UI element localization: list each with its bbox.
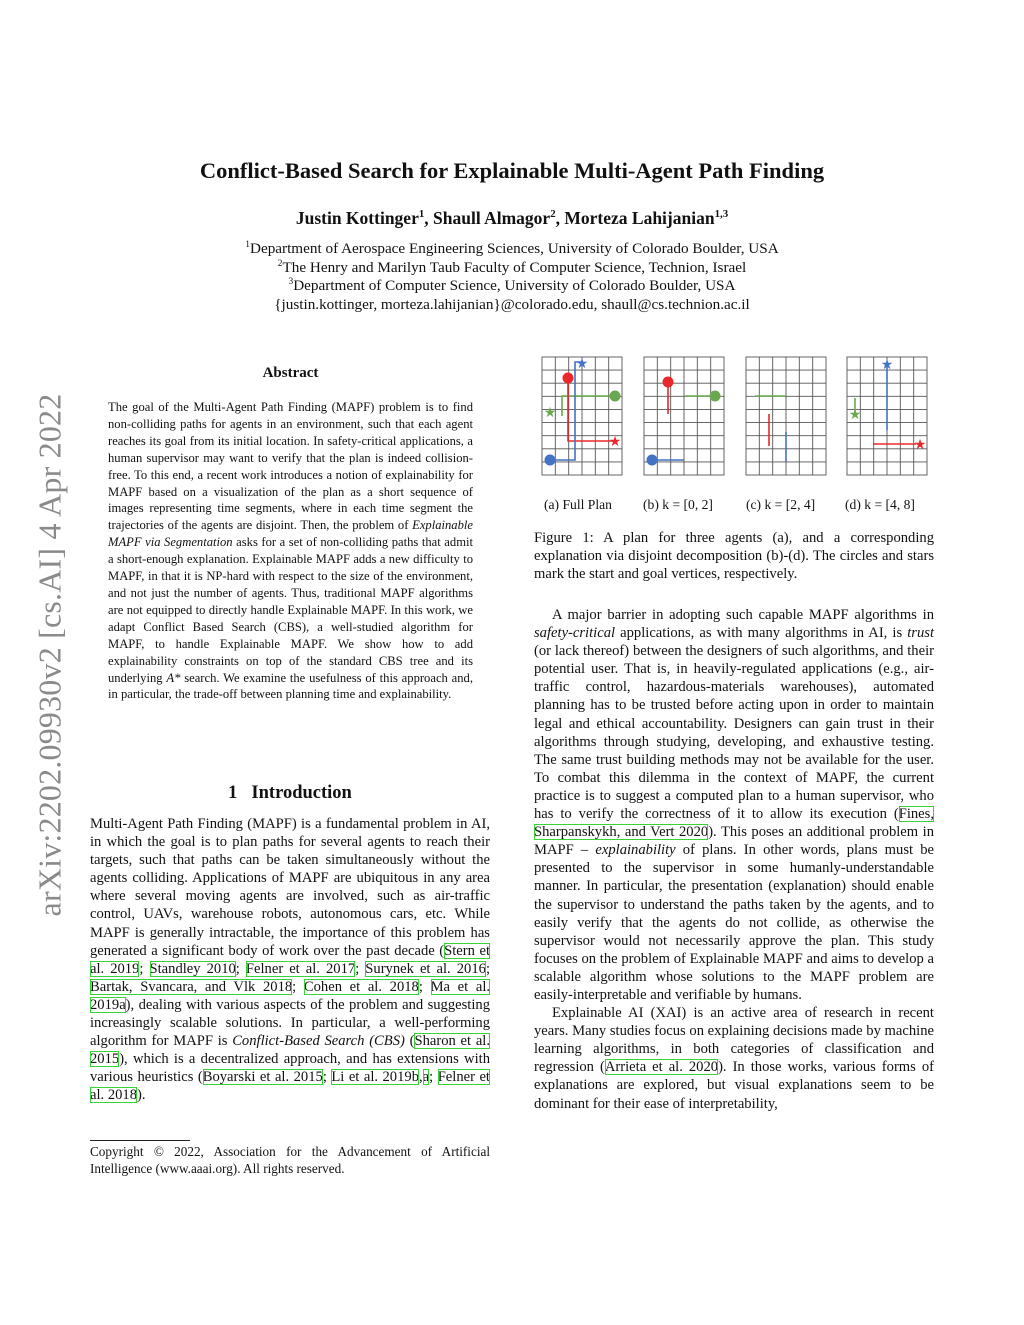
author-1: Justin Kottinger xyxy=(295,208,419,228)
citation-link[interactable]: a xyxy=(422,1069,430,1086)
figure-panel-a xyxy=(541,356,641,476)
blue-goal-star: ★ xyxy=(575,356,589,372)
green-agent-path xyxy=(562,396,615,416)
citation-link[interactable]: Bartak, Svancara, and Vlk 2018 xyxy=(90,978,293,995)
red-goal-star: ★ xyxy=(608,434,622,450)
citation-link[interactable]: Boyarski et al. 2015 xyxy=(202,1069,323,1086)
blue-goal-star: ★ xyxy=(880,357,894,373)
figure-panel-d xyxy=(846,356,946,476)
author-emails: {justin.kottinger, morteza.lahijanian}@colorado.edu, shaull@cs.technion.ac.il xyxy=(274,295,750,313)
abstract-heading: Abstract xyxy=(262,365,319,381)
blue-start-circle xyxy=(647,455,658,466)
red-start-circle xyxy=(563,373,574,384)
red-goal-star: ★ xyxy=(913,437,927,453)
copyright-footnote: Copyright © 2022, Association for the Advancement of Artificial Intelligence (www.aaai.org). All rights reserved. xyxy=(90,1144,490,1176)
green-goal-star: ★ xyxy=(848,407,862,423)
citation-link[interactable]: Felner et al. 2017 xyxy=(245,960,356,977)
citation-link[interactable]: Stern et al. 2019 xyxy=(90,942,490,977)
affiliation-3: $^3$Department of Computer Science, University of Colorado Boulder, USA xyxy=(288,276,736,294)
citation-link[interactable]: Ma et al. 2019a xyxy=(90,978,491,1013)
arxiv-stamp: arXiv:2202.09930v2 [cs.AI] 4 Apr 2022 xyxy=(31,393,68,917)
right-column-body xyxy=(534,606,934,1113)
paper-title: Conflict-Based Search for Explainable Multi-Agent Path Finding xyxy=(199,158,825,183)
green-start-circle xyxy=(710,391,721,402)
citation-link[interactable]: Sharon et al. 2015 xyxy=(90,1033,490,1068)
author-2: Shaull Almagor xyxy=(433,208,551,228)
figure-panel-b xyxy=(643,356,743,476)
citation-link[interactable]: Li et al. 2019b xyxy=(331,1069,419,1086)
citation-link[interactable]: Arrieta et al. 2020 xyxy=(604,1059,719,1076)
citation-link[interactable]: Standley 2010 xyxy=(149,960,236,977)
citation-link[interactable]: Surynek et al. 2016 xyxy=(365,960,486,977)
introduction-body: Multi-Agent Path Finding (MAPF) is a fundamental problem in AI, in which the goal is to plan paths for several agents to reach their targets, such that paths can be taken simultaneously without the agents colliding. Applications of MAPF are ubiquitous in any area where several moving agents are involved, such as air-traffic control, UAVs, warehouse robots, autonomous cars, etc. While MAPF is generally intractable, the importance of this problem has generated a significant body of work over the past decade (Stern et al. 2019; Standley 2010; Felner et al. 2017; Surynek et al. 2016; Bartak, Svancara, and Vlk 2018; Cohen et al. 2018; Ma et al. 2019a), dealing with various aspects of the problem and suggesting increasingly scalable solutions. In particular, a well-performing algorithm for MAPF is Conflict-Based Search (CBS) (Sharon et al. 2015), which is a decentralized approach, and has extensions with various heuristics (Boyarski et al. 2015; Li et al. 2019b,a; Felner et al. 2018). xyxy=(90,816,491,1104)
citation-link[interactable]: Felner et al. 2018 xyxy=(90,1069,490,1104)
author-list: Justin Kottinger$^1$, Shaull Almagor$^2$, Morteza Lahijanian$^{1,3}$ xyxy=(295,208,729,228)
paragraph: A major barrier in adopting such capable MAPF algorithms in safety-critical applications, as with many algorithms in AI, is trust (or lack thereof) between the designers of such algorithms, and their potential user. That is, in heavily-regulated applications (e.g., air-traffic control, hazardous-materials warehouses), automated planning has to be trusted before acting upon in order to maintain legal and ethical accountability. Designers can gain trust in their algorithms through studying, developing, and exhaustive testing. The same trust building methods may not be available for the user. To combat this dilemma in the context of MAPF, the current practice is to suggest a computed plan to a human supervisor, who has to verify the correctness of it to allow its execution (Fines, Sharpanskykh, and Vert 2020). This poses an additional problem in MAPF – explainability of plans. In other words, plans must be presented to the supervisor in some humanly-understandable manner. In particular, the presentation (explanation) should enable the supervisor to understand the paths taken by the agents, and to easily verify that the agents do not collide, as otherwise the supervisor would not necessarily approve the plan. This study focuses on the problem of Explainable MAPF and aims to develop a scalable algorithm whose solutions to the MAPF problem are easily-interpretable and verifiable by humans. xyxy=(534,607,935,1003)
green-start-circle xyxy=(610,391,621,402)
figure-panel-c xyxy=(745,356,845,476)
footnote-rule xyxy=(90,1140,190,1141)
figure-1 xyxy=(534,356,934,516)
citation-link[interactable]: Cohen et al. 2018 xyxy=(303,978,419,995)
citation-link[interactable]: Fines, Sharpanskykh, and Vert 2020 xyxy=(534,806,934,841)
section-heading-introduction: 1 Introduction xyxy=(228,783,352,803)
affiliations xyxy=(0,240,1024,314)
author-3: Morteza Lahijanian xyxy=(564,208,715,228)
affiliation-1: $^1$Department of Aerospace Engineering Sciences, University of Colorado Boulder, USA xyxy=(245,239,779,257)
paragraph: Explainable AI (XAI) is an active area of research in recent years. Many studies focus on explaining decisions made by machine learning algorithms, in both categories of classification and regression (Arrieta et al. 2020). In those works, various forms of explanations are explored, but visual explanations seem to be dominant for their ease of interpretability, xyxy=(534,1005,934,1112)
green-goal-star: ★ xyxy=(543,405,557,421)
subcaption-c: (c) k = [2, 4] xyxy=(746,497,816,512)
abstract-body: The goal of the Multi-Agent Path Finding (MAPF) problem is to find non-colliding paths for agents in an environment, such that each agent reaches its goal from its initial location. In safety-critical applications, a human supervisor may want to verify that the plan is indeed collision-free. To this end, a recent work introduces a notion of explainability for MAPF based on a visualization of the plan as a short sequence of images representing time segments, where in each time segment the trajectories of the agents are disjoint. Then, the problem of Explainable MAPF via Segmentation asks for a set of non-colliding paths that admit a short-enough explanation. Explainable MAPF adds a new difficulty to MAPF, in that it is NP-hard with respect to the size of the environment, and not just the number of agents. Thus, traditional MAPF algorithms are not equipped to directly handle Explainable MAPF. In this work, we adapt Conflict Based Search (CBS), a well-studied algorithm for MAPF, to handle Explainable MAPF. We show how to add explainability constraints on top of the standard CBS tree and its underlying A* search. We examine the usefulness of this approach and, in particular, the trade-off between planning time and explainability. xyxy=(108,400,473,702)
red-start-circle xyxy=(663,377,674,388)
blue-start-circle xyxy=(545,455,556,466)
subcaption-b: (b) k = [0, 2] xyxy=(643,497,713,512)
subcaption-d: (d) k = [4, 8] xyxy=(845,497,915,512)
figure-caption: Figure 1: A plan for three agents (a), and a corresponding explanation via disjoint decomposition (b)-(d). The circles and stars mark the start and goal vertices, respectively. xyxy=(534,530,934,583)
affiliation-2: $^2$The Henry and Marilyn Taub Faculty of Computer Science, Technion, Israel xyxy=(277,258,747,276)
subcaption-a: (a) Full Plan xyxy=(544,497,612,512)
